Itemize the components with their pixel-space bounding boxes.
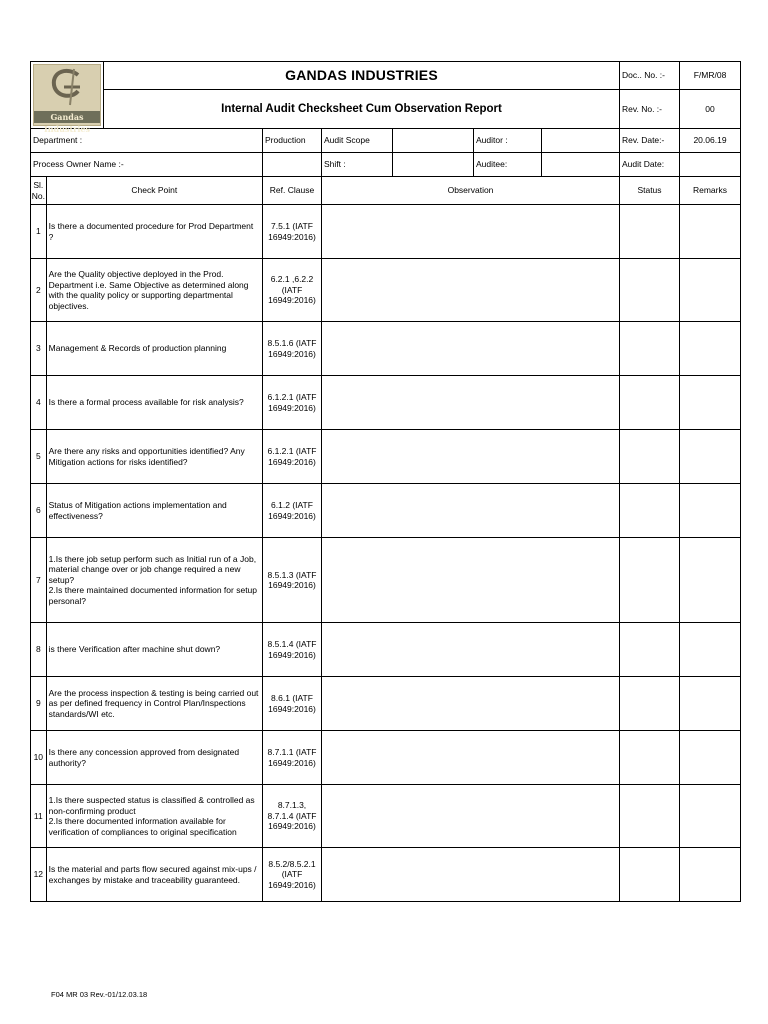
check-point-text: 1.Is there suspected status is classified & controlled as non-confirming product 2.Is there documented information available for verification of compliances to original specification — [46, 785, 262, 848]
status-cell[interactable] — [620, 322, 680, 376]
remarks-cell[interactable] — [680, 677, 741, 731]
audit-date-label: Audit Date: — [620, 153, 680, 177]
observation-cell[interactable] — [322, 205, 620, 259]
observation-cell[interactable] — [322, 785, 620, 848]
rev-no-value: 00 — [680, 90, 741, 129]
check-point-text: Is there any concession approved from designated authority? — [46, 731, 262, 785]
logo-cell — [31, 62, 104, 134]
status-cell[interactable] — [620, 848, 680, 902]
check-point-text: is there Verification after machine shut down? — [46, 623, 262, 677]
status-cell[interactable] — [620, 430, 680, 484]
ref-clause-text: 7.5.1 (IATF 16949:2016) — [263, 205, 322, 259]
col-remarks: Remarks — [680, 177, 741, 205]
table-row — [31, 430, 741, 484]
status-cell[interactable] — [620, 259, 680, 322]
company-logo — [33, 64, 101, 134]
table-row — [31, 785, 741, 848]
company-name: GANDAS INDUSTRIES — [104, 62, 620, 90]
row-number: 8 — [31, 623, 47, 677]
rev-date-label: Rev. Date:- — [620, 129, 680, 153]
row-number: 5 — [31, 430, 47, 484]
checksheet-table — [30, 61, 741, 902]
check-point-text: Is there a formal process available for risk analysis? — [46, 376, 262, 430]
check-point-text: Management & Records of production planning — [46, 322, 262, 376]
remarks-cell[interactable] — [680, 376, 741, 430]
table-row — [31, 259, 741, 322]
remarks-cell[interactable] — [680, 484, 741, 538]
ref-clause-text: 6.2.1 ,6.2.2 (IATF 16949:2016) — [263, 259, 322, 322]
observation-cell[interactable] — [322, 623, 620, 677]
table-row — [31, 322, 741, 376]
process-owner-label: Process Owner Name :- — [31, 153, 263, 177]
status-cell[interactable] — [620, 205, 680, 259]
remarks-cell[interactable] — [680, 731, 741, 785]
ref-clause-text: 6.1.2.1 (IATF 16949:2016) — [263, 376, 322, 430]
status-cell[interactable] — [620, 677, 680, 731]
audit-checksheet — [30, 61, 741, 902]
row-number: 4 — [31, 376, 47, 430]
table-row — [31, 484, 741, 538]
row-number: 3 — [31, 322, 47, 376]
status-cell[interactable] — [620, 538, 680, 623]
table-row — [31, 677, 741, 731]
remarks-cell[interactable] — [680, 848, 741, 902]
observation-cell[interactable] — [322, 731, 620, 785]
ref-clause-text: 8.5.1.4 (IATF 16949:2016) — [263, 623, 322, 677]
form-footer-code: F04 MR 03 Rev.-01/12.03.18 — [51, 990, 148, 999]
shift-label: Shift : — [322, 153, 393, 177]
row-number: 6 — [31, 484, 47, 538]
status-cell[interactable] — [620, 376, 680, 430]
status-cell[interactable] — [620, 785, 680, 848]
ref-clause-text: 8.6.1 (IATF 16949:2016) — [263, 677, 322, 731]
report-title: Internal Audit Checksheet Cum Observation Report — [104, 90, 620, 129]
check-point-text: Status of Mitigation actions implementation and effectiveness? — [46, 484, 262, 538]
observation-cell[interactable] — [322, 430, 620, 484]
row-number: 1 — [31, 205, 47, 259]
col-sl-no: Sl. No. — [31, 177, 47, 205]
ref-clause-text: 8.7.1.1 (IATF 16949:2016) — [263, 731, 322, 785]
check-point-text: Is the material and parts flow secured against mix-ups / exchanges by mistake and traceability guaranteed. — [46, 848, 262, 902]
ref-clause-text: 8.7.1.3, 8.7.1.4 (IATF 16949:2016) — [263, 785, 322, 848]
check-point-text: 1.Is there job setup perform such as Initial run of a Job, material change over or job change required a new setup? 2.Is there maintained documented information for setup personal? — [46, 538, 262, 623]
status-cell[interactable] — [620, 623, 680, 677]
table-row — [31, 848, 741, 902]
observation-cell[interactable] — [322, 484, 620, 538]
col-check-point: Check Point — [46, 177, 262, 205]
observation-cell[interactable] — [322, 538, 620, 623]
logo-emblem-icon — [34, 65, 100, 111]
table-row — [31, 623, 741, 677]
remarks-cell[interactable] — [680, 538, 741, 623]
remarks-cell[interactable] — [680, 205, 741, 259]
process-owner-value[interactable] — [263, 153, 322, 177]
remarks-cell[interactable] — [680, 322, 741, 376]
row-number: 7 — [31, 538, 47, 623]
remarks-cell[interactable] — [680, 623, 741, 677]
checkpoint-rows — [31, 205, 741, 902]
col-ref-clause: Ref. Clause — [263, 177, 322, 205]
doc-no-label: Doc.. No. :- — [620, 62, 680, 90]
check-point-text: Is there a documented procedure for Prod Department ? — [46, 205, 262, 259]
audit-scope-value[interactable] — [393, 129, 474, 153]
col-status: Status — [620, 177, 680, 205]
row-number: 12 — [31, 848, 47, 902]
table-row — [31, 538, 741, 623]
table-row — [31, 376, 741, 430]
row-number: 9 — [31, 677, 47, 731]
ref-clause-text: 6.1.2 (IATF 16949:2016) — [263, 484, 322, 538]
doc-no-value: F/MR/08 — [680, 62, 741, 90]
department-value[interactable]: Production — [263, 129, 322, 153]
status-cell[interactable] — [620, 731, 680, 785]
auditor-value[interactable] — [542, 129, 620, 153]
auditee-label: Auditee: — [474, 153, 542, 177]
check-point-text: Are the Quality objective deployed in the Prod. Department i.e. Same Objective as determined along with the quality policy or supporting departmental objectives. — [46, 259, 262, 322]
auditee-value[interactable] — [542, 153, 620, 177]
remarks-cell[interactable] — [680, 785, 741, 848]
observation-cell[interactable] — [322, 848, 620, 902]
row-number: 11 — [31, 785, 47, 848]
remarks-cell[interactable] — [680, 430, 741, 484]
table-row — [31, 731, 741, 785]
observation-cell[interactable] — [322, 677, 620, 731]
remarks-cell[interactable] — [680, 259, 741, 322]
rev-date-value: 20.06.19 — [680, 129, 741, 153]
ref-clause-text: 8.5.2/8.5.2.1 (IATF 16949:2016) — [263, 848, 322, 902]
col-observation: Observation — [322, 177, 620, 205]
logo-text: Gandas Industries — [34, 111, 100, 123]
audit-date-value[interactable] — [680, 153, 741, 177]
rev-no-label: Rev. No. :- — [620, 90, 680, 129]
ref-clause-text: 8.5.1.3 (IATF 16949:2016) — [263, 538, 322, 623]
ref-clause-text: 6.1.2.1 (IATF 16949:2016) — [263, 430, 322, 484]
status-cell[interactable] — [620, 484, 680, 538]
ref-clause-text: 8.5.1.6 (IATF 16949:2016) — [263, 322, 322, 376]
row-number: 10 — [31, 731, 47, 785]
observation-cell[interactable] — [322, 259, 620, 322]
row-number: 2 — [31, 259, 47, 322]
shift-value[interactable] — [393, 153, 474, 177]
check-point-text: Are there any risks and opportunities identified? Any Mitigation actions for risks identified? — [46, 430, 262, 484]
audit-scope-label: Audit Scope — [322, 129, 393, 153]
observation-cell[interactable] — [322, 376, 620, 430]
table-row — [31, 205, 741, 259]
department-label: Department : — [31, 129, 263, 153]
check-point-text: Are the process inspection & testing is being carried out as per defined frequency in Control Plan/Inspections standards/WI etc. — [46, 677, 262, 731]
observation-cell[interactable] — [322, 322, 620, 376]
auditor-label: Auditor : — [474, 129, 542, 153]
